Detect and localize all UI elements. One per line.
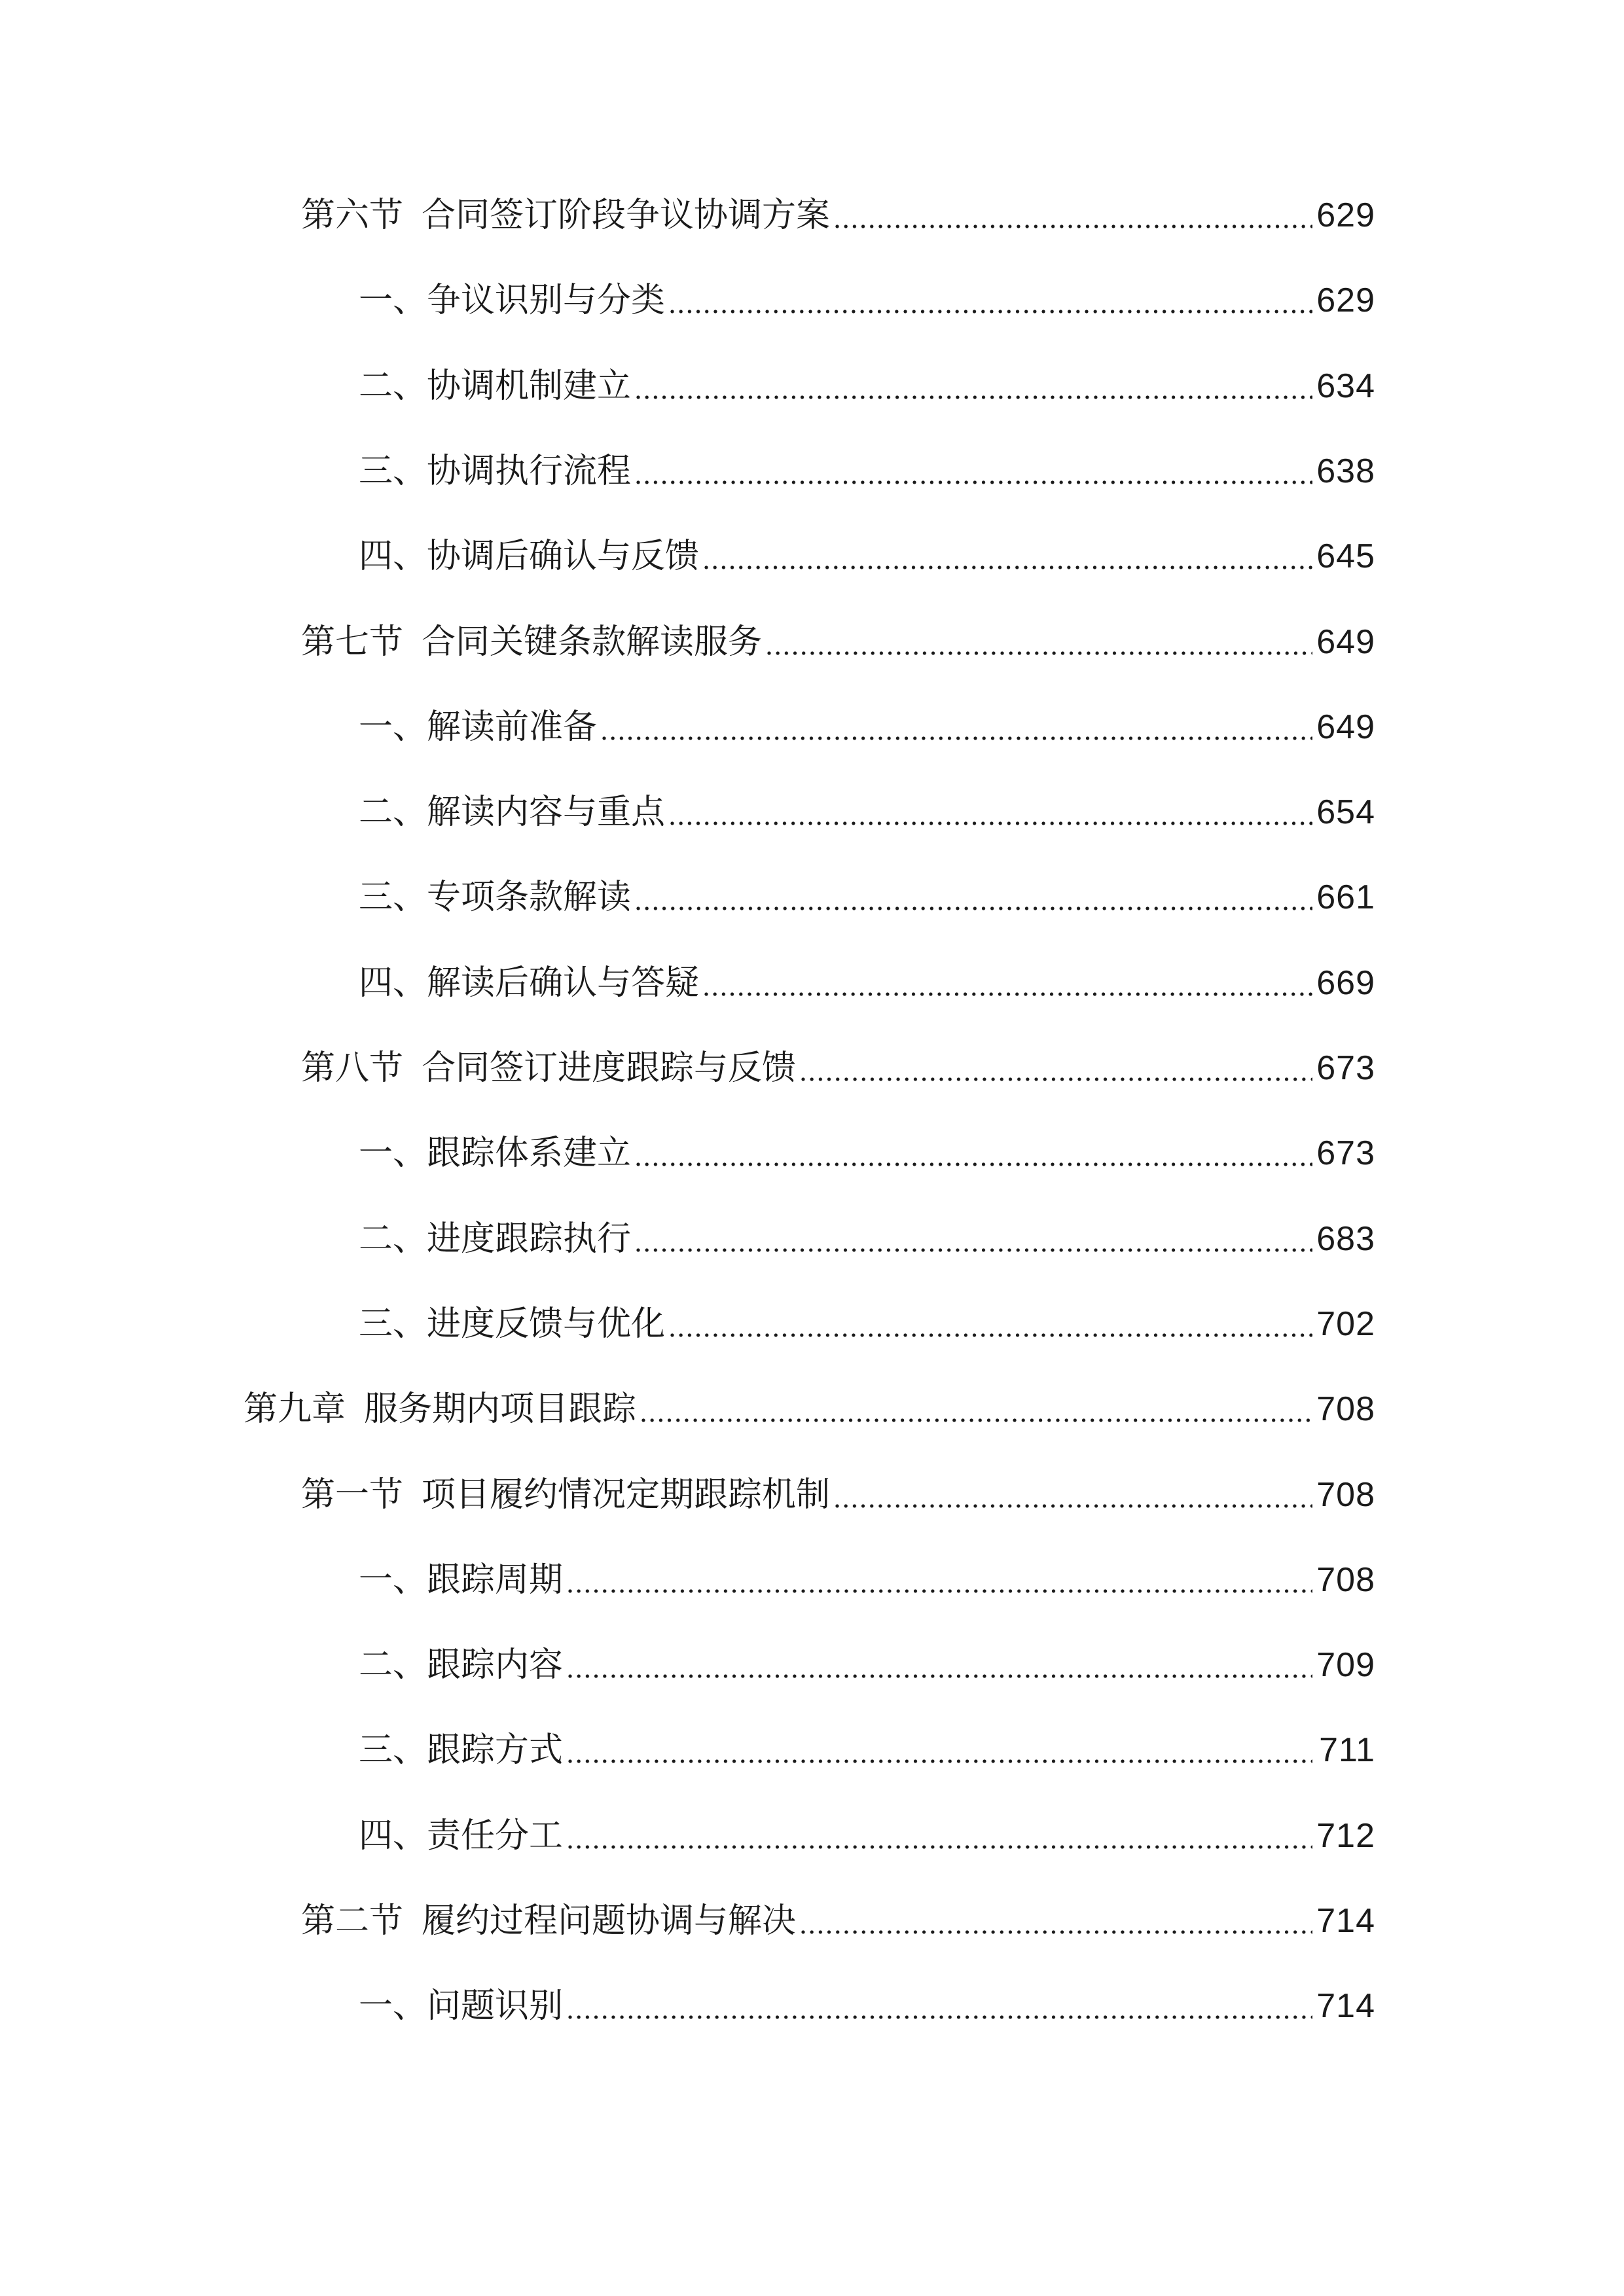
toc-page-number: 712 <box>1316 1817 1375 1855</box>
dot-leader <box>636 1219 1312 1259</box>
toc-entry-title <box>359 1645 568 1685</box>
toc-entry-title <box>359 1560 568 1600</box>
dot-leader <box>568 1816 1312 1856</box>
toc-entry-text: 二、跟踪内容 <box>359 1645 564 1685</box>
toc-entry[interactable] <box>359 1633 1375 1685</box>
toc-page-number: 714 <box>1316 1987 1375 2025</box>
dot-leader <box>636 1133 1312 1174</box>
toc-page-number: 714 <box>1316 1902 1375 1940</box>
toc-entry-text: 三、专项条款解读 <box>359 878 632 917</box>
toc-entry-text: 一、解读前准备 <box>359 708 598 747</box>
toc-entry-text: 二、进度跟踪执行 <box>359 1219 632 1259</box>
dot-leader <box>801 1901 1312 1941</box>
toc-entry-title <box>301 195 835 236</box>
toc-entry-title <box>359 963 704 1003</box>
toc-page-number: 638 <box>1316 452 1375 490</box>
toc-entry-label: 第六节 <box>301 196 404 235</box>
toc-page-number: 702 <box>1316 1305 1375 1343</box>
toc-page-number: 708 <box>1316 1561 1375 1599</box>
toc-page-number: 654 <box>1316 793 1375 831</box>
dot-leader <box>767 622 1312 662</box>
toc-page-number: 708 <box>1316 1476 1375 1514</box>
toc-entry-text: 二、解读内容与重点 <box>359 793 666 832</box>
toc-entry-text: 项目履约情况定期跟踪机制 <box>422 1475 831 1515</box>
dot-leader <box>568 1730 1312 1770</box>
toc-page-number: 669 <box>1316 964 1375 1002</box>
toc-page-number: 711 <box>1319 1731 1375 1769</box>
toc-page-number: 708 <box>1316 1390 1375 1428</box>
toc-entry-label: 第一节 <box>301 1475 404 1515</box>
toc-entry-title <box>359 1219 636 1259</box>
toc-entry-text: 服务期内项目跟踪 <box>364 1390 637 1429</box>
toc-page-number: 709 <box>1316 1646 1375 1684</box>
toc-entry[interactable] <box>244 1377 1375 1429</box>
toc-entry[interactable] <box>359 268 1375 321</box>
toc-entry-title <box>301 622 767 662</box>
toc-entry-text: 合同关键条款解读服务 <box>422 622 763 662</box>
toc-entry[interactable] <box>359 865 1375 918</box>
toc-entry-title <box>359 1730 568 1770</box>
dot-leader <box>568 1560 1312 1600</box>
toc-entry-title <box>359 1986 568 2026</box>
toc-entry-text: 一、跟踪体系建立 <box>359 1134 632 1173</box>
toc-entry-text: 一、争议识别与分类 <box>359 281 666 320</box>
toc-page-number: 649 <box>1316 623 1375 661</box>
toc-entry-text: 三、进度反馈与优化 <box>359 1304 666 1344</box>
dot-leader <box>670 280 1312 321</box>
toc-page-number: 634 <box>1316 367 1375 405</box>
toc-entry-text: 四、责任分工 <box>359 1816 564 1856</box>
toc-entry[interactable] <box>359 1207 1375 1259</box>
dot-leader <box>568 1986 1312 2026</box>
dot-leader <box>636 877 1312 918</box>
toc-entry[interactable] <box>359 439 1375 492</box>
toc-entry[interactable] <box>359 695 1375 747</box>
toc-page-number: 661 <box>1316 878 1375 916</box>
dot-leader <box>636 366 1312 406</box>
dot-leader <box>704 963 1312 1003</box>
toc-page-number: 629 <box>1316 281 1375 319</box>
toc-entry-label: 第二节 <box>301 1901 404 1941</box>
toc-entry-title <box>359 366 636 406</box>
toc-entry-title <box>359 280 670 321</box>
toc-entry-title <box>359 451 636 492</box>
toc-entry-text: 合同签订阶段争议协调方案 <box>422 196 831 235</box>
toc-entry-label: 第八节 <box>301 1049 404 1088</box>
dot-leader <box>641 1389 1312 1429</box>
dot-leader <box>602 707 1312 747</box>
toc-entry[interactable] <box>359 1121 1375 1174</box>
toc-page-number: 683 <box>1316 1220 1375 1258</box>
toc-entry-text: 三、协调执行流程 <box>359 452 632 491</box>
toc-page-number: 649 <box>1316 708 1375 746</box>
toc-entry-text: 履约过程问题协调与解决 <box>422 1901 797 1941</box>
dot-leader <box>704 536 1312 577</box>
toc-entry-title <box>359 1816 568 1856</box>
toc-entry[interactable] <box>359 1804 1375 1856</box>
toc-entry-title <box>359 1304 670 1344</box>
toc-entry-title <box>301 1901 801 1941</box>
dot-leader <box>670 792 1312 833</box>
toc-entry[interactable] <box>359 951 1375 1003</box>
dot-leader <box>670 1304 1312 1344</box>
toc-entry-title <box>244 1389 641 1429</box>
toc-entry-text: 一、问题识别 <box>359 1986 564 2026</box>
toc-entry-text: 二、协调机制建立 <box>359 367 632 406</box>
toc-entry-label: 第九章 <box>244 1390 346 1429</box>
toc-entry-title <box>301 1475 835 1515</box>
toc-entry[interactable] <box>359 1548 1375 1600</box>
toc-page-number: 673 <box>1316 1134 1375 1172</box>
dot-leader <box>636 451 1312 492</box>
toc-entry-title <box>359 877 636 918</box>
toc-entry-text: 一、跟踪周期 <box>359 1560 564 1600</box>
toc-entry-title <box>301 1048 801 1088</box>
toc-entry[interactable] <box>359 1974 1375 2026</box>
toc-entry[interactable] <box>301 1463 1375 1515</box>
toc-entry-text: 合同签订进度跟踪与反馈 <box>422 1049 797 1088</box>
toc-entry-title <box>359 792 670 833</box>
toc-entry-title <box>359 1133 636 1174</box>
toc-page-number: 645 <box>1316 537 1375 575</box>
toc-entry[interactable] <box>359 780 1375 833</box>
toc-entry[interactable] <box>301 183 1375 236</box>
toc-page-number: 629 <box>1316 196 1375 234</box>
dot-leader <box>568 1645 1312 1685</box>
toc-entry-label: 第七节 <box>301 622 404 662</box>
toc-entry-text: 四、解读后确认与答疑 <box>359 963 700 1003</box>
dot-leader <box>835 1475 1312 1515</box>
dot-leader <box>801 1048 1312 1088</box>
toc-entry[interactable] <box>301 1889 1375 1941</box>
toc-entry[interactable] <box>359 524 1375 577</box>
toc-entry[interactable] <box>359 1718 1375 1770</box>
toc-entry[interactable] <box>301 610 1375 662</box>
dot-leader <box>835 195 1312 236</box>
toc-entry-text: 四、协调后确认与反馈 <box>359 537 700 576</box>
toc-entry[interactable] <box>301 1036 1375 1088</box>
toc-entry[interactable] <box>359 354 1375 406</box>
toc-entry-title <box>359 536 704 577</box>
toc-entry-title <box>359 707 602 747</box>
toc-entry[interactable] <box>359 1292 1375 1344</box>
toc-entry-text: 三、跟踪方式 <box>359 1731 564 1770</box>
toc-page-number: 673 <box>1316 1049 1375 1087</box>
